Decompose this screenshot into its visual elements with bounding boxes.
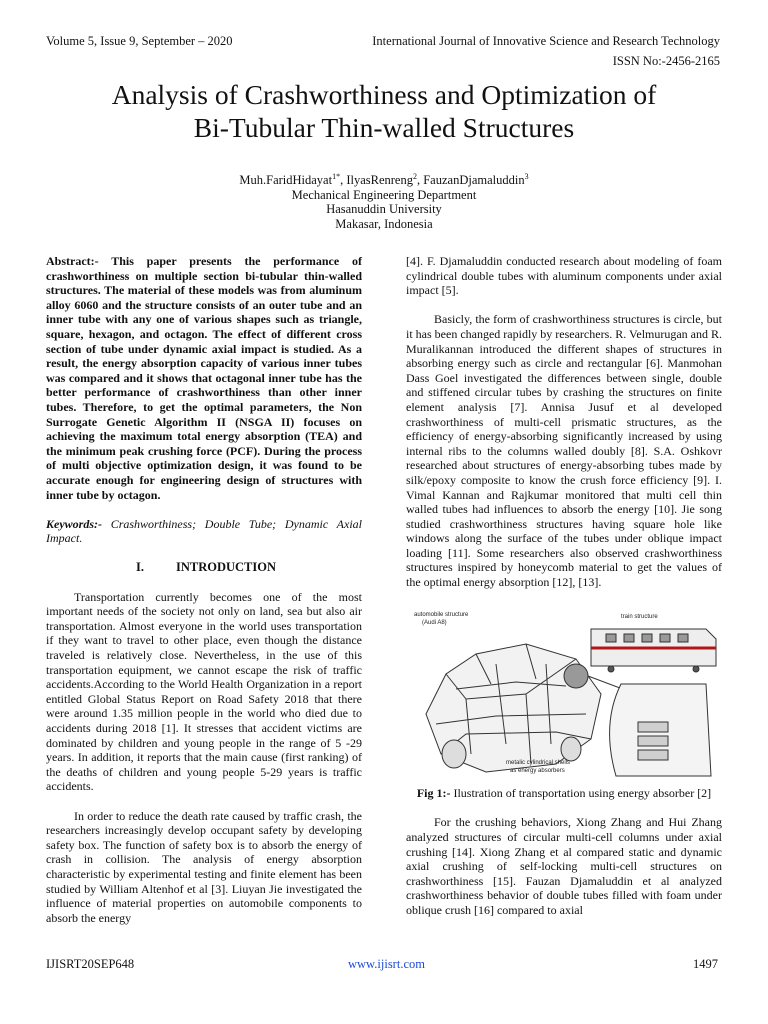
figure-1-caption [406,786,722,801]
author-university: Hasanuddin University [326,202,442,217]
left-column [46,254,362,940]
right-column [406,254,722,932]
keywords-label: Keywords:- [46,516,102,531]
author-city: Makasar, Indonesia [335,216,433,231]
author-3-sup: 3 [524,172,529,181]
header-issn: ISSN No:-2456-2165 [612,54,720,68]
footer-page-number: 1497 [693,957,718,971]
paragraph-2: In order to reduce the death rate caused by traffic crash, the researchers increasingly develop occupant safety by developing safety box. The function of safety box is to absorb the energy of crash in collision. The analysis of energy absorption characteristic by experimental testing and finite element has been studied by William Altenhof et al [3]. Liuyan Jie investigated the influence of material properties on automobile components to absorb the energy [46,808,362,925]
train-drawing [591,629,716,672]
figure-label-shells-2: as energy absorbers [510,768,565,775]
figure-1 [406,604,722,780]
title-line-1: Analysis of Crashworthiness and Optimization of [111,79,657,110]
figure-label-train: train structure [621,614,658,621]
author-department: Mechanical Engineering Department [291,187,477,202]
paragraph-1: Transportation currently becomes one of the most important needs of the society not only on land, sea but also air transportation. Almost everyone in the world uses transportation if they want to travel to other place, even though the distance traveled is relatively close. Nevertheless, in the use of this transportation equipment, we cannot escape the risk of traffic accidents.According to the World Health Organization in a report entitled Global Status Report on Road Safety 2018 that there were around 1.35 million people in the world who died due to accidents during 2018 [1]. It stresses that accident victims are dominated by children and young people in the range of 5 -29 years. In addition, it reports that the main cause (first ranking) of the deaths of children and young people 5-29 years is traffic accidents. [46,589,362,794]
section-title: INTRODUCTION [176,560,277,575]
paragraph-5: For the crushing behaviors, Xiong Zhang and Hui Zhang analyzed structures of circular multi-cell columns under axial crushing [14]. Xiong Zhang et al compared static and dynamic axial crushing of self-locking multi-cell structures on crashworthiness [15]. Fauzan Djamaluddin et al analyzed crashworthiness behavior of double tubes filled with foam under oblique crush [16] compared to axial [406,815,722,917]
section-heading-introduction [46,560,362,575]
keywords-text: Crashworthiness; Double Tube; Dynamic Axial Impact. [46,516,362,546]
author-names [40,170,728,188]
author-3: , FauzanDjamaluddin [416,173,525,188]
section-number: I. [136,560,144,575]
footer-website-link[interactable]: www.ijisrt.com [348,957,425,971]
figure-label-car: automobile structure [414,612,469,619]
footer-article-id: IJISRT20SEP648 [46,957,135,971]
abstract: Abstract:- This paper presents the performance of crashworthiness on multiple section bi-tubular thin-walled structures. The material of these models was from aluminum alloy 6060 and the structure consists of an outer tube and an inner tube with any one of various shapes such as triangle, square, hexagon, and octagon. The effect of different cross section of tube under dynamic axial impact is studied. As a result, the energy absorption capacity of various inner tubes was compared and it shows that octagonal inner tube has the better performance of crashworthiness than other inner tubes. Therefore, to get the optimal parameters, the Non Surrogate Genetic Algorithm II (NSGA II) focuses on achieving the maximum total energy absorption (TEA) and the minimum peak crushing force (PCF). During the process of multi objective optimization design, it was found to be accurate enough for engineering design of structures with inner tube by octagon. [46,254,362,502]
car-structure-drawing [426,644,601,775]
paper-title [40,78,728,144]
header-journal: International Journal of Innovative Science and Research Technology [372,34,720,48]
author-2: , IlyasRenreng [340,173,413,188]
figure-1-illustration [406,604,722,780]
author-1: Muh.FaridHidayat [239,173,333,188]
title-line-2: Bi-Tubular Thin-walled Structures [193,112,575,143]
author-block [40,170,728,231]
author-1-sup: 1* [332,172,341,181]
header-volume: Volume 5, Issue 9, September – 2020 [46,34,233,48]
caption-label: Fig 1:- [416,786,451,801]
figure-label-car-model: (Audi A8) [422,620,447,627]
caption-text: Ilustration of transportation using energy absorber [2] [450,786,712,801]
figure-label-shells: metalic cylindrical shells [506,760,571,767]
paragraph-4: Basicly, the form of crashworthiness structures is circle, but it has been changed rapidly by researchers. R. Velmurugan and R. Muralikannan introduced the different shapes of structures in absorbing energy such as circle and rectangular [6]. Manmohan Dass Goel investigated the differences between single, double and stiffened circular tubes by crashing the structures on finite element analysis [7]. Annisa Jusuf et al developed crashworthiness of multi-cell prismatic structures, as the efficiency of energy-absorbing significantly increased by using internal ribs to the columns walled doubly [8]. S.A. Oshkovr researched about structures of energy-absorbing tubes made by silk/epoxy composite to know the crush force efficiency [9]. I. Vimal Kannan and Rajkumar monitored that multi cell thin walled tubes had influences to absorb the energy [10]. Jie song studied crashworthiness structures having square hole like windows along the surface of the tubes under oblique impact loading [11]. Some researchers also observed crashworthiness structures inspired by honeycomb material to get the values of the optimal energy absorption [12], [13]. [406,312,723,590]
author-2-sup: 2 [412,172,417,181]
keywords [46,517,362,546]
paragraph-3: [4]. F. Djamaluddin conducted research about modeling of foam cylindrical double tubes with aluminum components under axial impact [5]. [406,254,722,298]
